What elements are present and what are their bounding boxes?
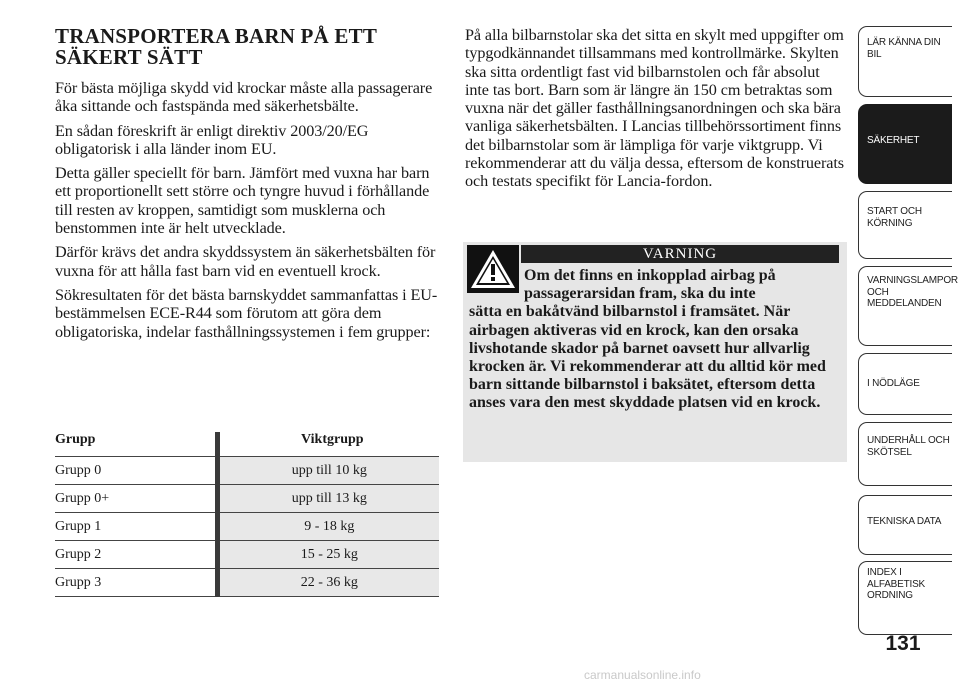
cell-group: Grupp 0 bbox=[55, 457, 217, 485]
tab-i-nodlage[interactable]: I NÖDLÄGE bbox=[858, 353, 952, 415]
cell-group: Grupp 1 bbox=[55, 513, 217, 541]
tab-sakerhet[interactable]: SÄKERHET bbox=[858, 104, 952, 184]
watermark: carmanualsonline.info bbox=[584, 668, 701, 682]
cell-weight: upp till 13 kg bbox=[217, 485, 439, 513]
left-column bbox=[55, 26, 440, 347]
paragraph: Sökresultaten för det bästa barnskyddet sammanfattas i EU-bestämmelsen ECE-R44 som förutom att göra dem obligatoriska, indelar fasthållningssystemen i fem grupper: bbox=[55, 285, 438, 341]
header-weight: Viktgrupp bbox=[217, 432, 439, 457]
section-heading: TRANSPORTERA BARN PÅ ETT SÄKERT SÄTT bbox=[55, 24, 377, 69]
warning-body: sätta en bakåtvänd bilbarnstol i framsätet. När airbagen aktiveras vid en krock, kan den orsaka livshotande skador på barnet oavsett hur allvarlig krocken är. Vi rekommenderar att du alltid kör med barn sittande bilbarnstol i baksätet, eftersom detta anses vara den mest skyddade platsen vid en krock. bbox=[469, 303, 826, 412]
warning-text bbox=[469, 267, 837, 413]
weight-group-table bbox=[55, 432, 439, 597]
cell-group: Grupp 3 bbox=[55, 569, 217, 597]
tab-lar-kanna-din-bil[interactable]: LÄR KÄNNA DIN BIL bbox=[858, 26, 952, 97]
page-number: 131 bbox=[885, 632, 921, 655]
tab-tekniska-data[interactable]: TEKNISKA DATA bbox=[858, 495, 952, 555]
table-row bbox=[55, 541, 439, 569]
tab-underhall-och-skotsel[interactable]: UNDERHÅLL OCH SKÖTSEL bbox=[858, 422, 952, 486]
warning-line: Om det finns en inkopplad airbag på bbox=[524, 267, 776, 284]
paragraph: Detta gäller speciellt för barn. Jämfört med vuxna har barn ett proportionellt sett större och tyngre huvud i förhållande till resten av kroppen, samtidigt som musklerna och benstommen inte är helt utvecklade. bbox=[55, 164, 430, 238]
warning-line: passagerarsidan fram, ska du inte bbox=[524, 285, 756, 303]
table-row bbox=[55, 485, 439, 513]
cell-group: Grupp 0+ bbox=[55, 485, 217, 513]
right-column bbox=[465, 26, 847, 197]
tab-start-och-korning[interactable]: START OCH KÖRNING bbox=[858, 191, 952, 259]
table-row bbox=[55, 513, 439, 541]
table-row bbox=[55, 457, 439, 485]
cell-weight: upp till 10 kg bbox=[217, 457, 439, 485]
warning-box bbox=[463, 242, 847, 462]
table-header-row bbox=[55, 432, 439, 457]
cell-weight: 9 - 18 kg bbox=[217, 513, 439, 541]
header-group: Grupp bbox=[55, 432, 217, 457]
paragraph: Därför krävs det andra skyddssystem än säkerhetsbälten för vuxna för att hålla fast barn vid en eventuell krock. bbox=[55, 243, 436, 280]
paragraph: På alla bilbarnstolar ska det sitta en skylt med uppgifter om typgodkännandet tillsammans med kontrollmärke. Skylten ska sitta ordentligt fast vid bilbarnstolen och får absolut inte tas bort. Barn som är längre än 150 cm betraktas som vuxna när det gäller fasthållningsanordningen och ska bära vanliga säkerhetsbälten. I Lancias tillbehörssortiment finns det bilbarnstolar som är lämpliga för varje viktgrupp. Vi rekommenderar att du välja dessa, eftersom de konstruerats och testats specifikt för Lancia-fordon. bbox=[465, 26, 844, 191]
warning-title: VARNING bbox=[521, 245, 839, 263]
tab-index[interactable]: INDEX I ALFABETISK ORDNING bbox=[858, 561, 952, 635]
cell-weight: 22 - 36 kg bbox=[217, 569, 439, 597]
paragraph: En sådan föreskrift är enligt direktiv 2003/20/EG obligatorisk i alla länder inom EU. bbox=[55, 121, 369, 158]
cell-group: Grupp 2 bbox=[55, 541, 217, 569]
table-row bbox=[55, 569, 439, 597]
paragraph: För bästa möjliga skydd vid krockar måste alla passagerare åka sittande och fastspända med säkerhetsbälte. bbox=[55, 79, 433, 116]
tab-varningslampor[interactable]: VARNINGSLAMPOR OCH MEDDELANDEN bbox=[858, 266, 952, 346]
cell-weight: 15 - 25 kg bbox=[217, 541, 439, 569]
